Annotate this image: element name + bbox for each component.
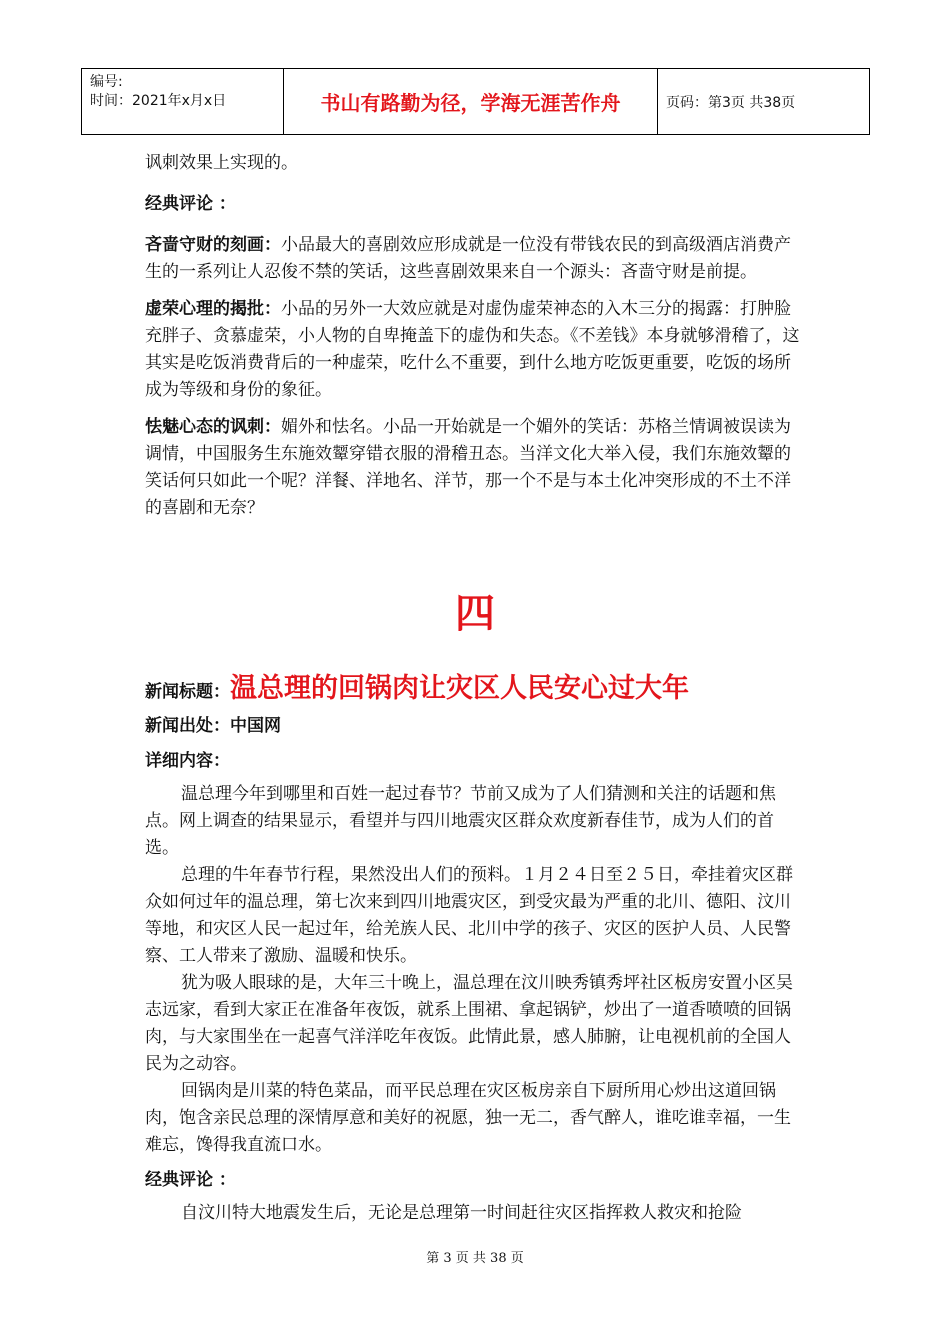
code-label: 编号:	[90, 74, 123, 90]
comment-item-text: 小品的另外一大效应就是对虚伪虚荣神态的入木三分的揭露：打肿脸充胖子、贪慕虚荣，小人物的自卑掩盖下的虚伪和失态。《不差钱》本身就够滑稽了，这其实是吃饭消费背后的一种虚荣，吃什么不重要，到什么地方吃饭更重要，吃饭的场所成为等级和身份的象征。	[145, 299, 800, 400]
news-paragraph: 回锅肉是川菜的特色菜品，而平民总理在灾区板房亲自下厨所用心炒出这道回锅肉，饱含亲民总理的深情厚意和美好的祝愿，独一无二，香气醉人，谁吃谁幸福，一生难忘，馋得我直流口水。	[145, 1081, 791, 1155]
section-number: 四	[455, 591, 495, 637]
comment-item-lead: 怯魅心态的讽刺：	[145, 417, 281, 437]
continuation-text: 讽刺效果上实现的。	[145, 153, 298, 173]
news-title-text: 温总理的回锅肉让灾区人民安心过大年	[230, 673, 689, 704]
page-footer: 第 3 页 共 38 页	[426, 1251, 524, 1266]
comment-item-text: 小品最大的喜剧效应形成就是一位没有带钱农民的到高级酒店消费产生的一系列让人忍俊不禁的笑话，这些喜剧效果来自一个源头：吝啬守财是前提。	[145, 235, 791, 282]
news-title	[145, 666, 805, 705]
header-meta	[82, 69, 284, 134]
comment-item-lead: 吝啬守财的刻画：	[145, 235, 281, 255]
comment-heading-2: 经典评论 ：	[145, 1170, 236, 1190]
comment-item	[145, 296, 805, 404]
header-motto: 书山有路勤为径，学海无涯苦作舟	[284, 69, 658, 134]
comment-heading: 经典评论 ：	[145, 194, 236, 214]
header-page-label: 页码：第3页 共38页	[666, 94, 796, 111]
comment-item-lead: 虚荣心理的揭批：	[145, 299, 281, 319]
detail-heading: 详细内容：	[145, 751, 230, 771]
comment-item-text: 媚外和怯名。小品一开始就是一个媚外的笑话：苏格兰情调被误读为调情，中国服务生东施效颦穿错衣服的滑稽丑态。当洋文化大举入侵，我们东施效颦的笑话何只如此一个呢？洋餐、洋地名、洋节，那一个不是与本土化冲突形成的不土不洋的喜剧和无奈？	[145, 417, 791, 518]
news-paragraph: 总理的牛年春节行程，果然没出人们的预料。１月２４日至２５日，牵挂着灾区群众如何过年的温总理，第七次来到四川地震灾区，到受灾最为严重的北川、德阳、汶川等地，和灾区人民一起过年，给羌族人民、北川中学的孩子、灾区的医护人员、人民警察、工人带来了激励、温暖和快乐。	[145, 865, 793, 966]
news-paragraph: 温总理今年到哪里和百姓一起过春节？节前又成为了人们猜测和关注的话题和焦点。网上调查的结果显示，看望并与四川地震灾区群众欢度新春佳节，成为人们的首选。	[145, 784, 776, 858]
news-source: 新闻出处：中国网	[145, 716, 281, 736]
time-label: 时间：2021年x月x日	[90, 93, 227, 109]
news-paragraph: 犹为吸人眼球的是，大年三十晚上，温总理在汶川映秀镇秀坪社区板房安置小区吴志远家，看到大家正在准备年夜饭，就系上围裙、拿起锅铲，炒出了一道香喷喷的回锅肉，与大家围坐在一起喜气洋洋吃年夜饭。此情此景，感人肺腑，让电视机前的全国人民为之动容。	[145, 973, 793, 1074]
comment-item	[145, 414, 805, 522]
comment-item	[145, 232, 805, 286]
news-title-label: 新闻标题：	[145, 682, 230, 702]
page-content	[145, 150, 805, 1227]
comment-start-text: 自汶川特大地震发生后，无论是总理第一时间赶往灾区指挥救人救灾和抢险	[181, 1203, 742, 1223]
page-header	[81, 68, 870, 135]
